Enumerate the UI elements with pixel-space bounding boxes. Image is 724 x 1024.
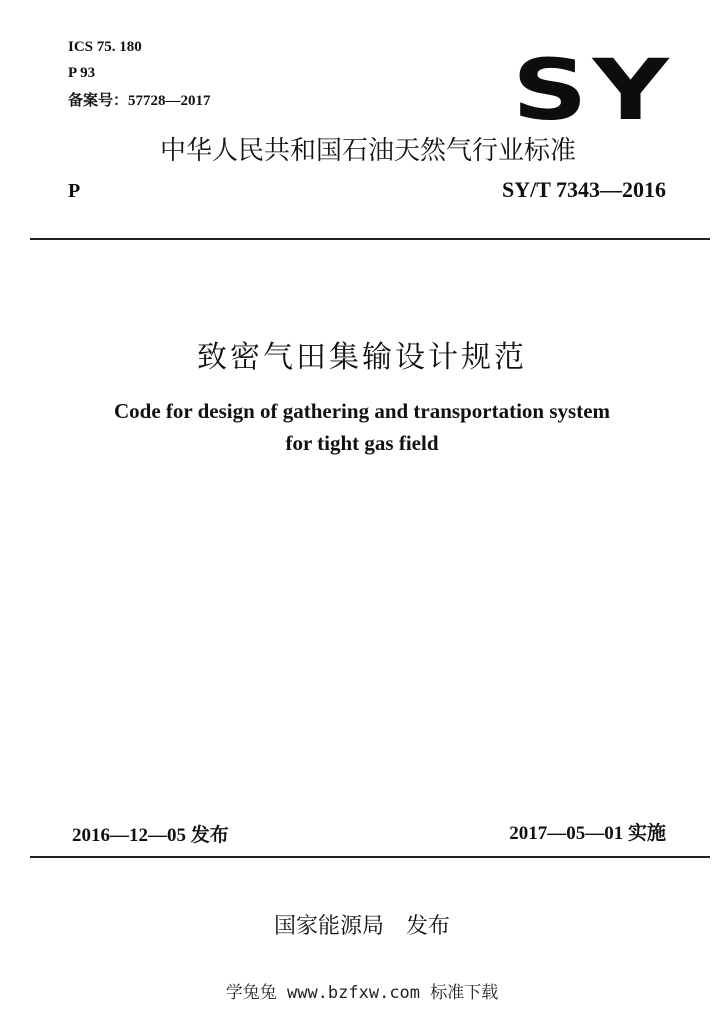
industry-standard-title: 中华人民共和国石油天然气行业标准	[160, 136, 577, 166]
p-code: P 93	[68, 65, 96, 81]
publisher: 国家能源局 发布	[273, 914, 450, 939]
filing-number: 备案号：57728—2017	[68, 93, 211, 109]
standard-number: SY/T 7343—2016	[501, 177, 666, 202]
effective-date: 2017—05—01 实施	[509, 823, 666, 844]
document-title-chinese: 致密气田集输设计规范	[197, 340, 527, 375]
document-title-english-line2: for tight gas field	[285, 431, 439, 455]
bottom-divider	[30, 856, 710, 858]
document-title-english-line1: Code for design of gathering and transportation system	[113, 399, 611, 423]
classification-letter: P	[68, 180, 81, 202]
top-divider	[30, 238, 710, 240]
issue-date: 2016—12—05 发布	[72, 825, 229, 846]
ics-code: ICS 75. 180	[68, 39, 142, 55]
sy-logo: SY	[512, 41, 674, 139]
watermark-text: 学兔兔 www.bzfxw.com 标准下载	[225, 983, 499, 1003]
